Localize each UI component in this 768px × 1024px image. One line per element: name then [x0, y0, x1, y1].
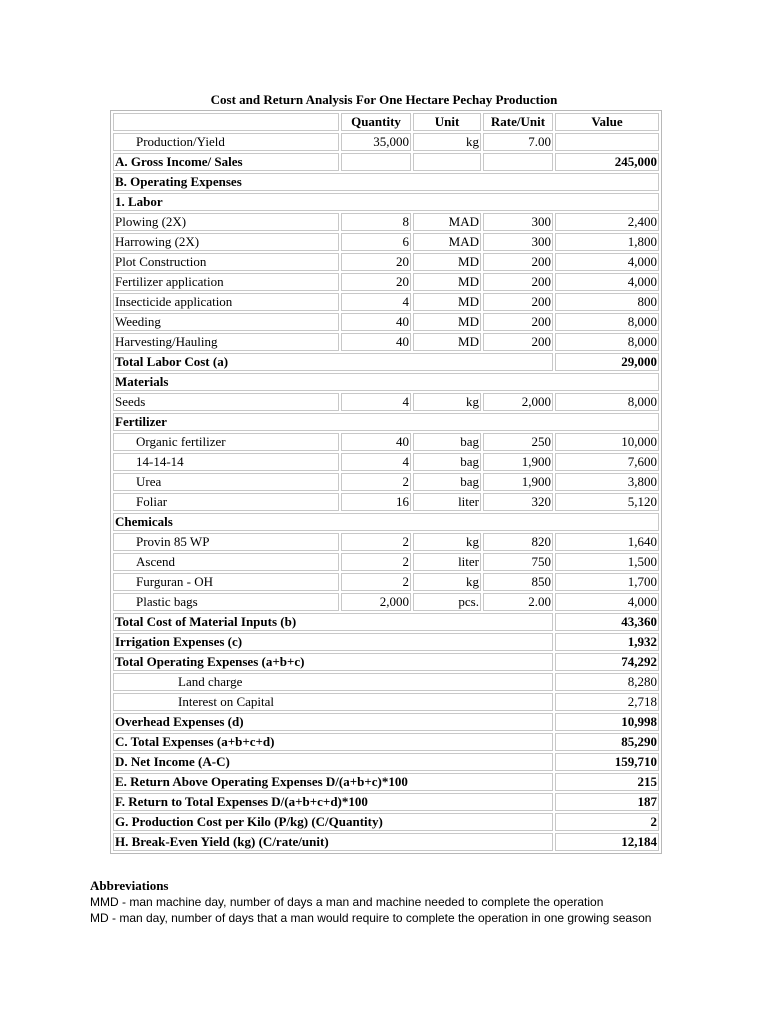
row-unit: kg [413, 573, 481, 591]
table-row [113, 233, 659, 251]
section-row [113, 513, 659, 531]
row-rate: 300 [483, 213, 553, 231]
row-label: Insecticide application [113, 293, 339, 311]
table-row [113, 393, 659, 411]
row-value: 2,400 [555, 213, 659, 231]
row-label: Urea [113, 473, 339, 491]
row-label: Total Labor Cost (a) [113, 353, 553, 371]
total-row [113, 813, 659, 831]
row-value: 8,000 [555, 393, 659, 411]
row-rate: 250 [483, 433, 553, 451]
row-unit: kg [413, 533, 481, 551]
row-value: 1,640 [555, 533, 659, 551]
row-qty: 40 [341, 313, 411, 331]
row-unit: MD [413, 333, 481, 351]
row-value: 4,000 [555, 273, 659, 291]
page-title: Cost and Return Analysis For One Hectare Pechay Production [210, 92, 558, 107]
row-label: 14-14-14 [113, 453, 339, 471]
row-label: Harvesting/Hauling [113, 333, 339, 351]
row-value: 29,000 [555, 353, 659, 371]
table-row [113, 593, 659, 611]
section-heading: Materials [113, 373, 659, 391]
row-rate: 7.00 [483, 133, 553, 151]
table-row [113, 273, 659, 291]
table-row [113, 293, 659, 311]
row-rate: 320 [483, 493, 553, 511]
row-value: 74,292 [555, 653, 659, 671]
row-value: 4,000 [555, 593, 659, 611]
row-label: A. Gross Income/ Sales [113, 153, 339, 171]
row-unit: kg [413, 393, 481, 411]
row-value: 1,800 [555, 233, 659, 251]
row-rate: 200 [483, 313, 553, 331]
abbreviations-heading: Abbreviations [90, 878, 169, 893]
row-unit: MD [413, 253, 481, 271]
row-rate: 200 [483, 293, 553, 311]
row-qty: 4 [341, 293, 411, 311]
row-label: E. Return Above Operating Expenses D/(a+b+c)*100 [113, 773, 553, 791]
row-value [555, 133, 659, 151]
row-label: C. Total Expenses (a+b+c+d) [113, 733, 553, 751]
row-rate: 750 [483, 553, 553, 571]
total-row [113, 713, 659, 731]
row-value: 2 [555, 813, 659, 831]
total-row [113, 353, 659, 371]
total-row [113, 653, 659, 671]
row-label: Weeding [113, 313, 339, 331]
table-row [113, 693, 659, 711]
abbreviations-block [90, 878, 750, 926]
row-value: 3,800 [555, 473, 659, 491]
row-label: Production/Yield [113, 133, 339, 151]
row-rate: 2.00 [483, 593, 553, 611]
table-row [113, 473, 659, 491]
total-row [113, 733, 659, 751]
row-qty: 40 [341, 333, 411, 351]
table-header-row [113, 113, 659, 131]
abbreviation-mmd: MMD - man machine day, number of days a man and machine needed to complete the operation [90, 895, 604, 909]
row-value: 5,120 [555, 493, 659, 511]
table-row [113, 533, 659, 551]
header-value: Value [555, 113, 659, 131]
row-label: Overhead Expenses (d) [113, 713, 553, 731]
row-qty: 16 [341, 493, 411, 511]
section-row [113, 193, 659, 211]
row-rate: 200 [483, 253, 553, 271]
row-value: 85,290 [555, 733, 659, 751]
row-unit: bag [413, 473, 481, 491]
row-label: Irrigation Expenses (c) [113, 633, 553, 651]
row-label: Plot Construction [113, 253, 339, 271]
row-label: Total Operating Expenses (a+b+c) [113, 653, 553, 671]
header-rate: Rate/Unit [483, 113, 553, 131]
row-unit: MAD [413, 233, 481, 251]
row-rate: 1,900 [483, 473, 553, 491]
row-unit: MD [413, 293, 481, 311]
row-value: 8,000 [555, 333, 659, 351]
row-label: Harrowing (2X) [113, 233, 339, 251]
cost-return-table [110, 110, 662, 854]
table-row [113, 133, 659, 151]
row-value: 43,360 [555, 613, 659, 631]
row-label: Ascend [113, 553, 339, 571]
row-label: Foliar [113, 493, 339, 511]
section-heading: Fertilizer [113, 413, 659, 431]
row-value: 245,000 [555, 153, 659, 171]
total-row [113, 613, 659, 631]
row-value: 159,710 [555, 753, 659, 771]
table-row [113, 573, 659, 591]
row-qty: 2 [341, 533, 411, 551]
row-qty: 35,000 [341, 133, 411, 151]
section-row [113, 413, 659, 431]
row-unit: liter [413, 553, 481, 571]
section-heading: 1. Labor [113, 193, 659, 211]
row-label: Seeds [113, 393, 339, 411]
total-row [113, 753, 659, 771]
row-qty: 40 [341, 433, 411, 451]
row-qty: 2 [341, 553, 411, 571]
row-rate: 200 [483, 273, 553, 291]
row-label: Total Cost of Material Inputs (b) [113, 613, 553, 631]
row-value: 4,000 [555, 253, 659, 271]
row-label: Fertilizer application [113, 273, 339, 291]
row-qty: 4 [341, 393, 411, 411]
row-label: Plowing (2X) [113, 213, 339, 231]
abbreviation-md: MD - man day, number of days that a man would require to complete the operation in one growing season [90, 911, 652, 925]
row-value: 1,932 [555, 633, 659, 651]
row-label: Provin 85 WP [113, 533, 339, 551]
row-unit: liter [413, 493, 481, 511]
row-label: Interest on Capital [113, 693, 553, 711]
row-unit: bag [413, 433, 481, 451]
header-blank [113, 113, 339, 131]
row-value: 1,700 [555, 573, 659, 591]
table-row [113, 333, 659, 351]
row-qty: 8 [341, 213, 411, 231]
section-row [113, 373, 659, 391]
row-rate: 850 [483, 573, 553, 591]
section-heading: Chemicals [113, 513, 659, 531]
total-row [113, 833, 659, 851]
section-heading: B. Operating Expenses [113, 173, 659, 191]
table-row [113, 433, 659, 451]
row-unit: kg [413, 133, 481, 151]
row-value: 7,600 [555, 453, 659, 471]
row-unit: MD [413, 313, 481, 331]
row-rate: 1,900 [483, 453, 553, 471]
row-rate: 2,000 [483, 393, 553, 411]
row-qty: 2,000 [341, 593, 411, 611]
row-value: 10,000 [555, 433, 659, 451]
row-value: 8,000 [555, 313, 659, 331]
total-row [113, 793, 659, 811]
table-row [113, 673, 659, 691]
row-unit: bag [413, 453, 481, 471]
row-label: G. Production Cost per Kilo (P/kg) (C/Quantity) [113, 813, 553, 831]
row-label: Plastic bags [113, 593, 339, 611]
row-label: H. Break-Even Yield (kg) (C/rate/unit) [113, 833, 553, 851]
header-quantity: Quantity [341, 113, 411, 131]
row-unit: pcs. [413, 593, 481, 611]
row-value: 2,718 [555, 693, 659, 711]
row-rate: 820 [483, 533, 553, 551]
row-qty: 4 [341, 453, 411, 471]
row-value: 800 [555, 293, 659, 311]
row-value: 215 [555, 773, 659, 791]
row-qty: 20 [341, 253, 411, 271]
row-qty: 20 [341, 273, 411, 291]
table-row [113, 253, 659, 271]
table-row [113, 493, 659, 511]
row-qty: 2 [341, 473, 411, 491]
labor-rows [113, 213, 659, 351]
table-row [113, 313, 659, 331]
row-label: Land charge [113, 673, 553, 691]
row-rate: 300 [483, 233, 553, 251]
table-row [113, 553, 659, 571]
table-row [113, 453, 659, 471]
total-row [113, 773, 659, 791]
table-row [113, 153, 659, 171]
row-qty: 2 [341, 573, 411, 591]
row-label: Organic fertilizer [113, 433, 339, 451]
row-value: 8,280 [555, 673, 659, 691]
row-qty: 6 [341, 233, 411, 251]
row-value: 12,184 [555, 833, 659, 851]
row-label: F. Return to Total Expenses D/(a+b+c+d)*100 [113, 793, 553, 811]
row-rate: 200 [483, 333, 553, 351]
row-unit: MAD [413, 213, 481, 231]
row-unit: MD [413, 273, 481, 291]
row-label: D. Net Income (A-C) [113, 753, 553, 771]
section-row [113, 173, 659, 191]
row-label: Furguran - OH [113, 573, 339, 591]
row-value: 10,998 [555, 713, 659, 731]
row-value: 187 [555, 793, 659, 811]
total-row [113, 633, 659, 651]
table-row [113, 213, 659, 231]
header-unit: Unit [413, 113, 481, 131]
row-value: 1,500 [555, 553, 659, 571]
